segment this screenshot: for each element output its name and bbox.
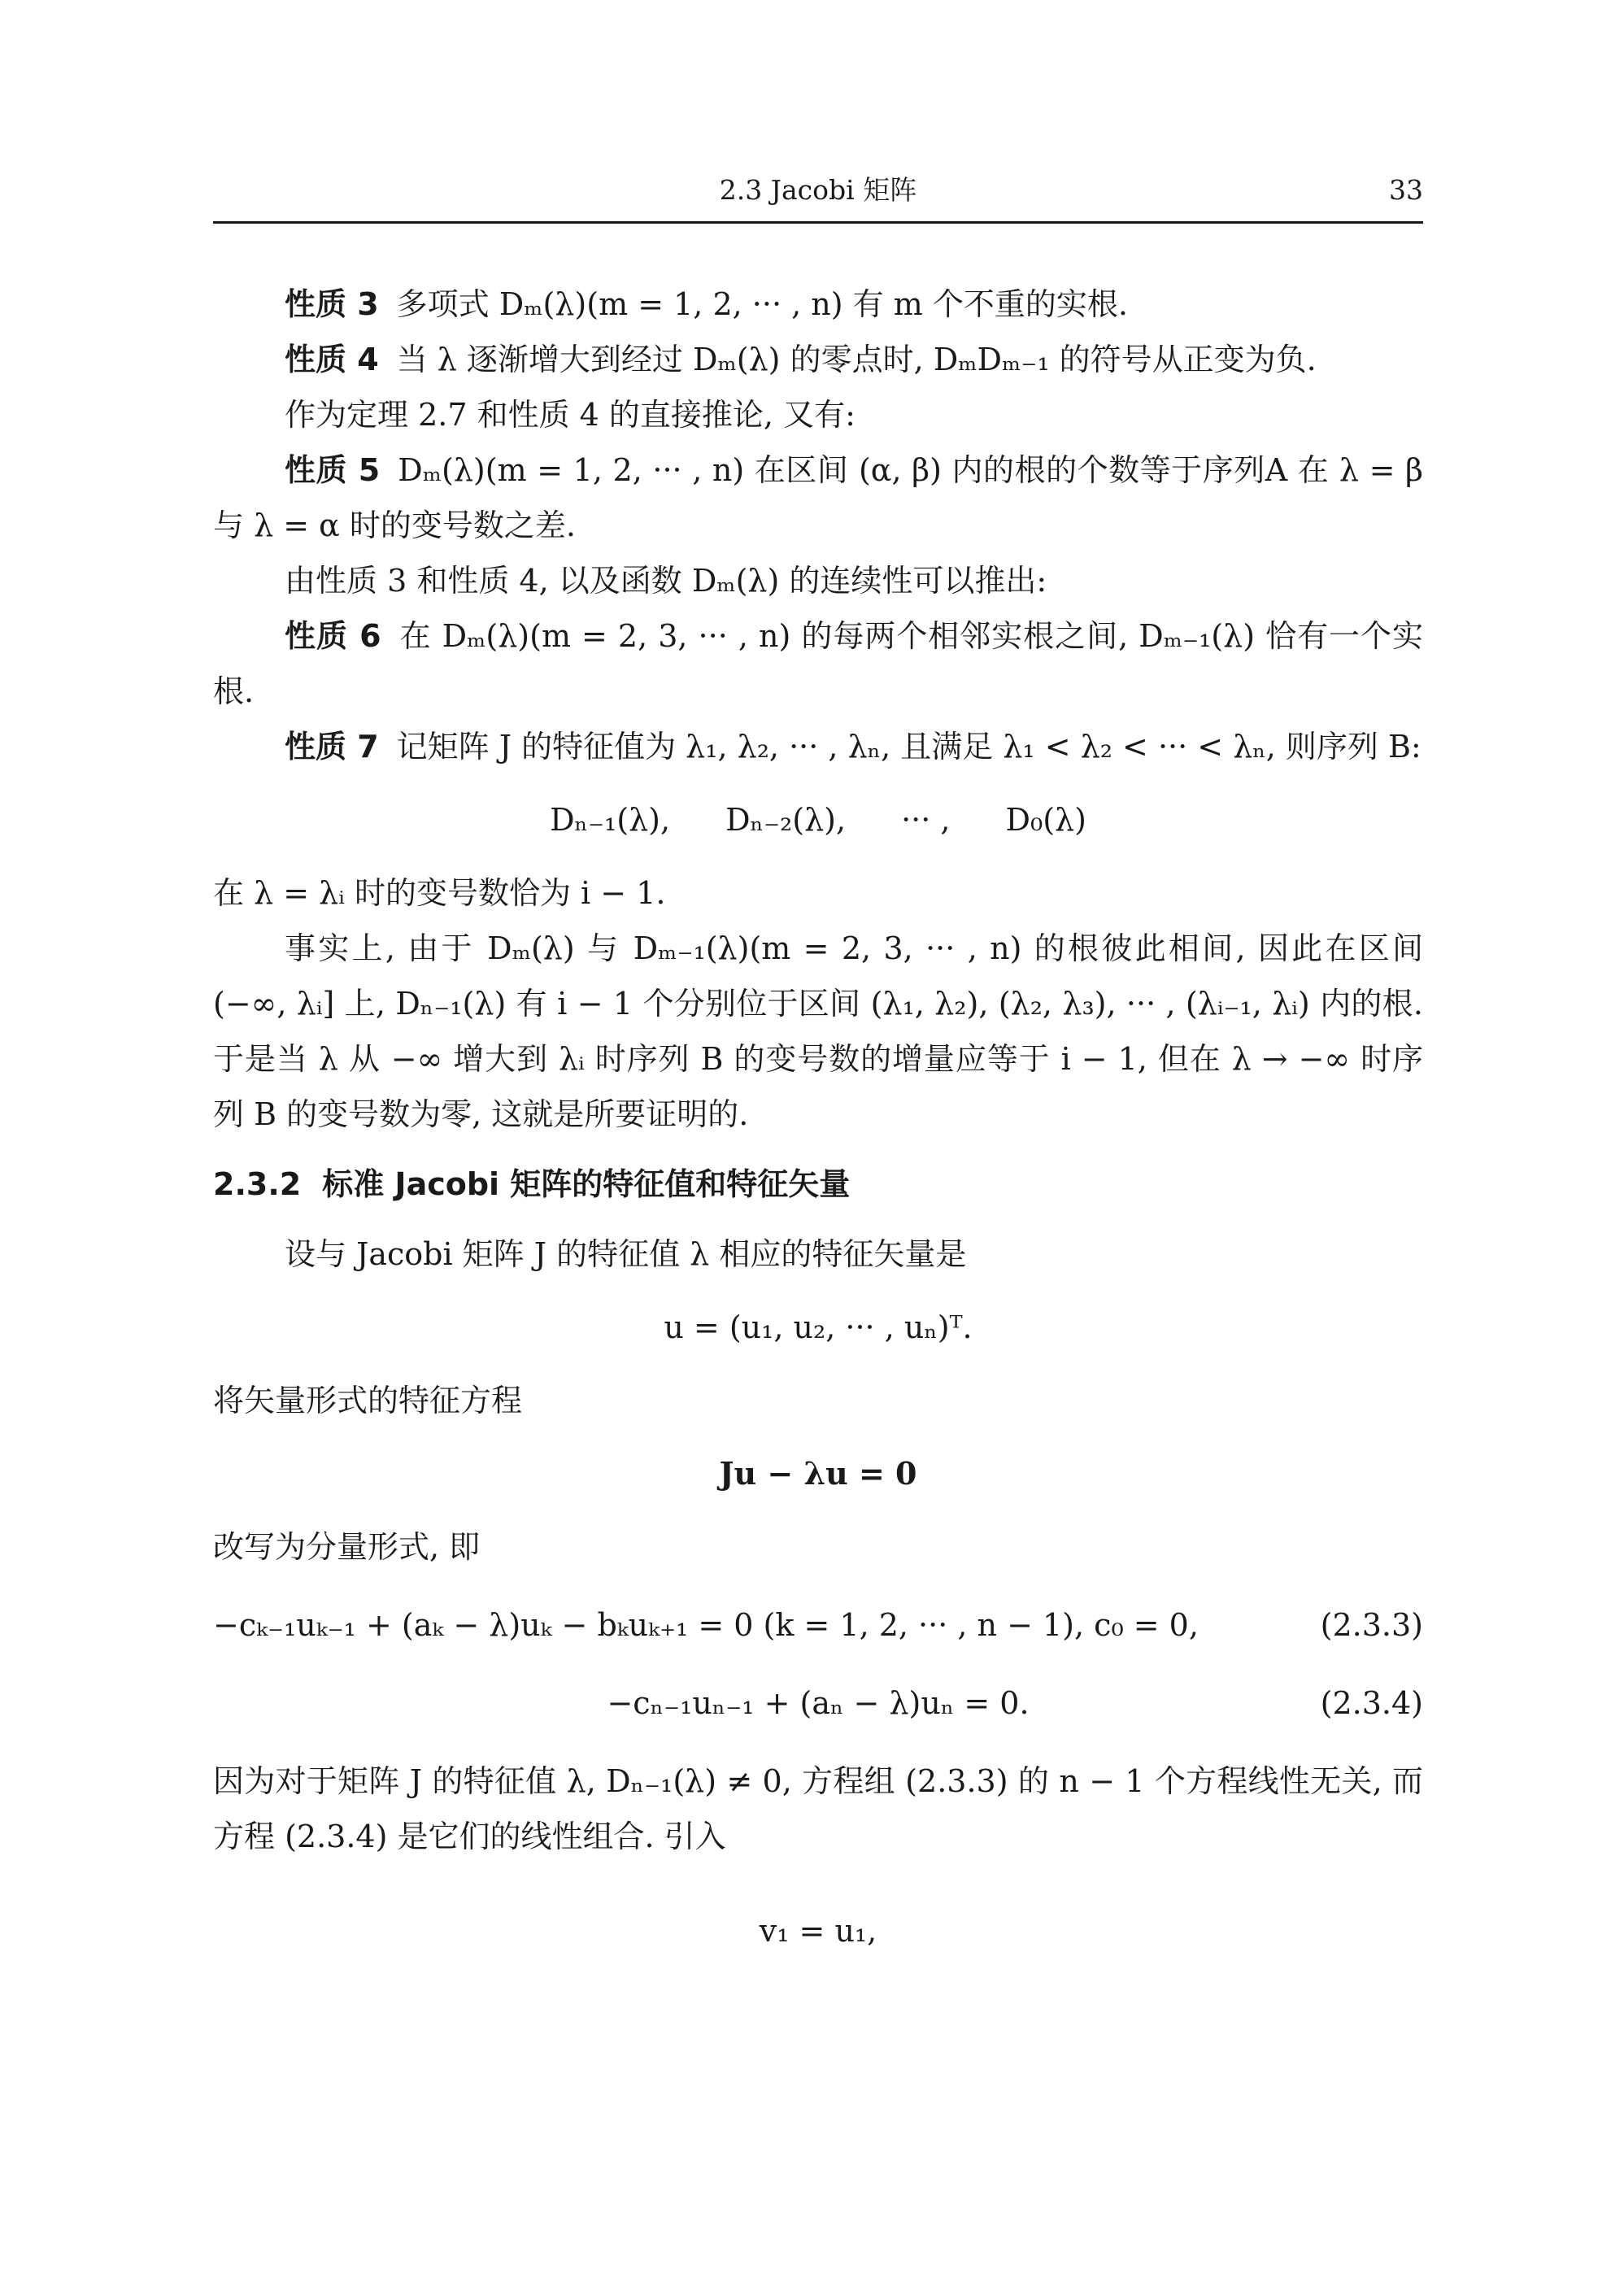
sequence-b-display — [213, 792, 1423, 847]
equation-u: u = (u₁, u₂, ··· , uₙ)ᵀ. — [664, 1309, 973, 1345]
equation-2-3-4-number: (2.3.4) — [1320, 1685, 1423, 1721]
property-5-text: Dₘ(λ)(m = 1, 2, ··· , n) 在区间 (α, β) 内的根的个数等于序列A 在 λ = β 与 λ = α 时的变号数之差. — [213, 452, 1424, 543]
property-7 — [213, 719, 1423, 774]
equation-2-3-3-number: (2.3.3) — [1320, 1607, 1423, 1643]
property-7-label: 性质 7 — [285, 729, 379, 765]
component-intro: 改写为分量形式, 即 — [213, 1529, 481, 1565]
equation-2-3-3-body: −cₖ₋₁uₖ₋₁ + (aₖ − λ)uₖ − bₖuₖ₊₁ = 0 (k = 1, 2, ··· , n − 1), c₀ = 0, — [213, 1607, 1199, 1643]
equation-intro: 将矢量形式的特征方程 — [213, 1383, 523, 1418]
property-6-label: 性质 6 — [285, 618, 381, 654]
property-6-intro: 由性质 3 和性质 4, 以及函数 Dₘ(λ) 的连续性可以推出: — [285, 563, 1047, 599]
property-5-label: 性质 5 — [285, 452, 381, 488]
corollary-intro: 作为定理 2.7 和性质 4 的直接推论, 又有: — [285, 397, 856, 433]
header-section-title: 2.3 Jacobi 矩阵 — [719, 174, 917, 206]
property-3 — [213, 277, 1423, 332]
equation-v1: v₁ = u₁, — [759, 1913, 877, 1949]
property-5 — [213, 442, 1423, 553]
page — [213, 0, 1423, 2296]
after-equation-paragraph: 因为对于矩阵 J 的特征值 λ, Dₙ₋₁(λ) ≠ 0, 方程组 (2.3.3) 的 n − 1 个方程线性无关, 而方程 (2.3.4) 是它们的线性组合. 引入 — [213, 1763, 1423, 1854]
property-6 — [213, 608, 1423, 719]
equation-2-3-4-body: −cₙ₋₁uₙ₋₁ + (aₙ − λ)uₙ = 0. — [607, 1685, 1030, 1721]
equation-2-3-3 — [213, 1597, 1423, 1653]
proof-paragraph: 事实上, 由于 Dₘ(λ) 与 Dₘ₋₁(λ)(m = 2, 3, ··· , n) 的根彼此相间, 因此在区间 (−∞, λᵢ] 上, Dₙ₋₁(λ) 有 i − 1 个分别位于区间 (λ₁, λ₂), (λ₂, λ₃), ··· , (λᵢ₋₁, λᵢ) 内的根. 于是当 λ 从 −∞ 增大到 λᵢ 时序列 B 的变号数的增量应等于 i − 1, 但在 λ → −∞ 时序列 B 的变号数为零, 这就是所要证明的. — [213, 930, 1423, 1132]
property-6-text: 在 Dₘ(λ)(m = 2, 3, ··· , n) 的每两个相邻实根之间, Dₘ₋₁(λ) 恰有一个实根. — [213, 618, 1424, 709]
running-header — [213, 172, 1423, 224]
property-7-end: 在 λ = λᵢ 时的变号数恰为 i − 1. — [213, 875, 666, 911]
equation-2-3-4 — [213, 1675, 1423, 1731]
section-heading — [213, 1157, 1423, 1212]
body-text — [213, 277, 1423, 1976]
characteristic-equation: Ju − λu = 0 — [719, 1455, 917, 1492]
property-3-text: 多项式 Dₘ(λ)(m = 1, 2, ··· , n) 有 m 个不重的实根. — [396, 286, 1128, 322]
sequence-term: Dₙ₋₂(λ), — [725, 802, 847, 838]
property-3-label: 性质 3 — [285, 286, 379, 322]
sequence-term: Dₙ₋₁(λ), — [550, 802, 671, 838]
property-4 — [213, 332, 1423, 387]
section-number: 2.3.2 — [213, 1166, 302, 1202]
sequence-term: ··· , — [901, 802, 951, 838]
property-4-text: 当 λ 逐渐增大到经过 Dₘ(λ) 的零点时, DₘDₘ₋₁ 的符号从正变为负. — [396, 342, 1317, 377]
eigenvector-intro: 设与 Jacobi 矩阵 J 的特征值 λ 相应的特征矢量是 — [285, 1236, 967, 1272]
property-7-text: 记矩阵 J 的特征值为 λ₁, λ₂, ··· , λₙ, 且满足 λ₁ < λ₂ < ··· < λₙ, 则序列 B: — [396, 729, 1422, 765]
section-title: 标准 Jacobi 矩阵的特征值和特征矢量 — [322, 1166, 851, 1202]
page-number: 33 — [1389, 174, 1423, 206]
property-4-label: 性质 4 — [285, 342, 379, 377]
sequence-term: D₀(λ) — [1005, 802, 1086, 838]
